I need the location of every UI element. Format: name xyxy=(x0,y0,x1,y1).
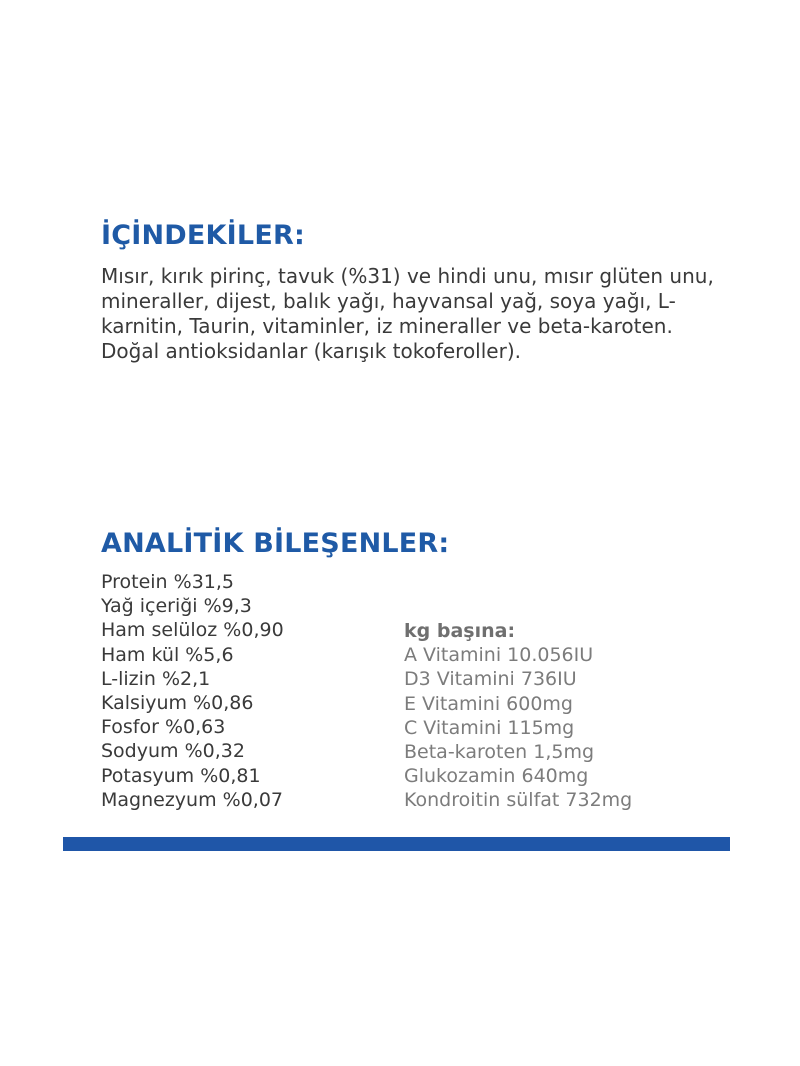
constituent-item: Protein %31,5 xyxy=(101,571,234,593)
ingredients-text: Mısır, kırık pirinç, tavuk (%31) ve hindi unu, mısır glüten unu, mineraller, dijest, balık yağı, hayvansal yağ, soya yağı, L-karnitin, Taurin, vitaminler, iz mineraller ve beta-karoten. Doğal antioksidanlar (karışık tokoferoller). xyxy=(101,264,714,363)
constituent-item: Fosfor %0,63 xyxy=(101,716,226,739)
per-kg-item: Kondroitin sülfat 732mg xyxy=(404,789,633,812)
constituent-item: Sodyum %0,32 xyxy=(101,740,245,763)
analytic-constituents-heading: ANALİTİK BİLEŞENLER: xyxy=(101,528,450,559)
constituent-item: Magnezyum %0,07 xyxy=(101,788,283,811)
constituent-item: L-lizin %2,1 xyxy=(101,667,211,690)
per-kg-item: Glukozamin 640mg xyxy=(404,765,589,788)
per-kg-list xyxy=(404,643,632,812)
constituent-item: Ham selüloz %0,90 xyxy=(101,619,284,642)
constituent-item: Yağ içeriği %9,3 xyxy=(101,595,252,618)
per-kg-item: A Vitamini 10.056IU xyxy=(404,644,594,667)
per-kg-item: C Vitamini 115mg xyxy=(404,716,575,739)
constituent-item: Ham kül %5,6 xyxy=(101,643,234,666)
per-kg-block xyxy=(404,619,632,813)
per-kg-item: D3 Vitamini 736IU xyxy=(404,668,577,691)
constituents-list xyxy=(101,570,284,812)
per-kg-heading: kg başına: xyxy=(404,620,516,642)
constituent-item: Kalsiyum %0,86 xyxy=(101,692,254,715)
per-kg-item: Beta-karoten 1,5mg xyxy=(404,741,595,764)
blue-divider-bar xyxy=(63,837,730,851)
ingredients-heading: İÇİNDEKİLER: xyxy=(101,220,305,251)
per-kg-item: E Vitamini 600mg xyxy=(404,692,573,715)
constituent-item: Potasyum %0,81 xyxy=(101,764,261,787)
